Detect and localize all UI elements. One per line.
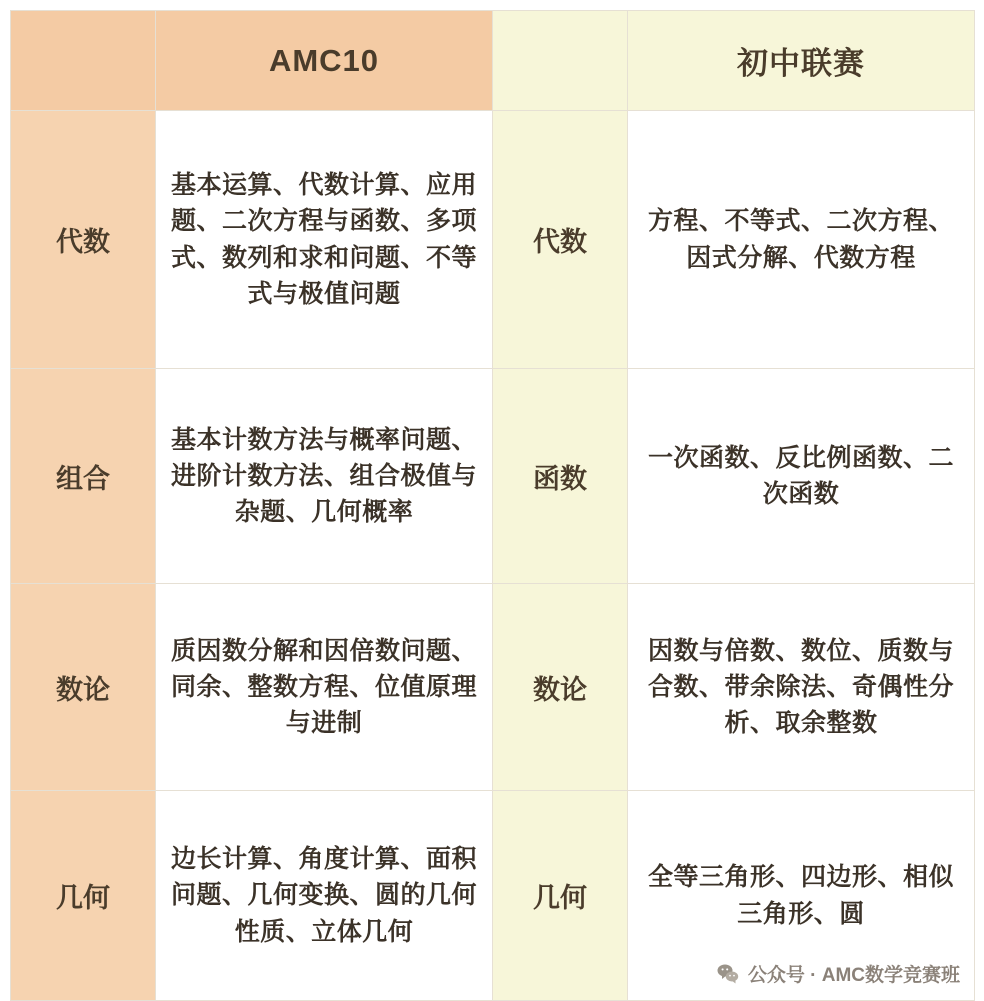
comparison-table [10, 10, 975, 1001]
row-3-left-category: 几何 [11, 791, 156, 1001]
header-right-category [493, 11, 628, 111]
row-0-left-category: 代数 [11, 111, 156, 369]
row-1-right-category: 函数 [493, 369, 628, 584]
table-row [11, 584, 975, 791]
wechat-icon [716, 962, 740, 986]
row-1-left-category: 组合 [11, 369, 156, 584]
row-2-left-content: 质因数分解和因倍数问题、同余、整数方程、位值原理与进制 [156, 584, 493, 791]
row-2-right-category: 数论 [493, 584, 628, 791]
header-junior-league: 初中联赛 [628, 11, 975, 111]
row-2-right-content: 因数与倍数、数位、质数与合数、带余除法、奇偶性分析、取余整数 [628, 584, 975, 791]
row-3-left-content: 边长计算、角度计算、面积问题、几何变换、圆的几何性质、立体几何 [156, 791, 493, 1001]
table-header-row [11, 11, 975, 111]
row-3-right-content: 全等三角形、四边形、相似三角形、圆 [628, 791, 975, 1001]
row-1-left-content: 基本计数方法与概率问题、进阶计数方法、组合极值与杂题、几何概率 [156, 369, 493, 584]
watermark [710, 957, 966, 990]
table-row [11, 111, 975, 369]
row-2-left-category: 数论 [11, 584, 156, 791]
row-1-right-content: 一次函数、反比例函数、二次函数 [628, 369, 975, 584]
row-0-right-category: 代数 [493, 111, 628, 369]
row-3-right-category: 几何 [493, 791, 628, 1001]
header-left-category [11, 11, 156, 111]
table-row [11, 369, 975, 584]
row-0-right-content: 方程、不等式、二次方程、因式分解、代数方程 [628, 111, 975, 369]
watermark-text: 公众号 · AMC数学竞赛班 [747, 965, 960, 986]
header-amc10: AMC10 [156, 11, 493, 111]
row-0-left-content: 基本运算、代数计算、应用题、二次方程与函数、多项式、数列和求和问题、不等式与极值问题 [156, 111, 493, 369]
